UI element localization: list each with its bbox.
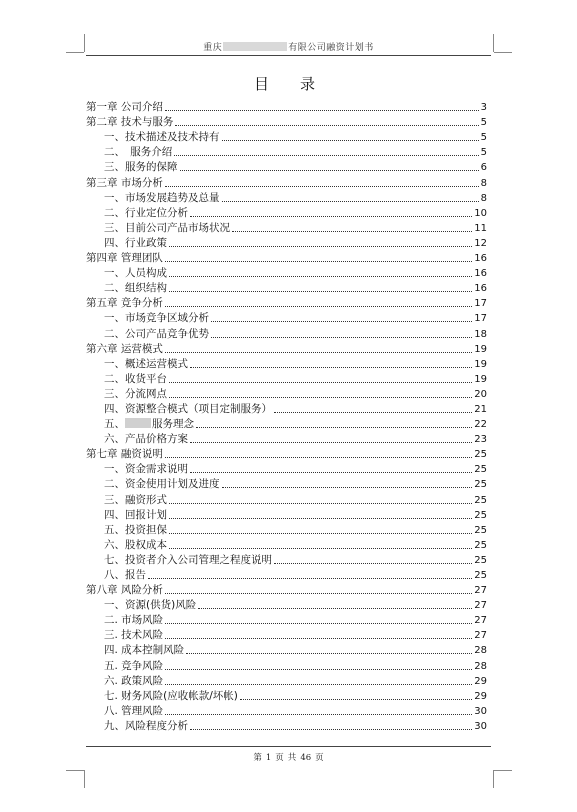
toc-entry-text: 九、风险程度分析	[104, 719, 188, 732]
toc-entry-label	[86, 584, 163, 597]
toc-entry-label	[86, 524, 167, 537]
toc-section-row[interactable]	[86, 159, 487, 174]
toc-section-row[interactable]	[86, 431, 487, 446]
toc-section-row[interactable]	[86, 386, 487, 401]
toc-page-number: 11	[474, 222, 487, 234]
toc-section-row[interactable]	[86, 507, 487, 522]
toc-entry-text: 六. 政策风险	[104, 674, 164, 687]
toc-entry-label	[86, 312, 209, 325]
toc-leader-dots	[165, 668, 472, 670]
toc-entry-label	[86, 554, 272, 567]
toc-entry-text: 二、收货平台	[104, 372, 167, 385]
toc-leader-dots	[198, 607, 472, 609]
toc-entry-label	[86, 358, 188, 371]
page-header	[0, 40, 577, 53]
toc-section-row[interactable]	[86, 190, 487, 205]
toc-leader-dots	[169, 290, 472, 292]
toc-entry-text: 五、	[104, 418, 125, 431]
toc-section-row[interactable]	[86, 597, 487, 612]
toc-page-number: 8	[480, 177, 487, 189]
toc-page-number: 8	[480, 192, 487, 204]
toc-section-row[interactable]	[86, 265, 487, 280]
toc-entry-text: 四、行业政策	[104, 236, 167, 249]
crop-mark-bottom-left-h	[66, 770, 84, 771]
toc-section-row[interactable]	[86, 220, 487, 235]
toc-entry-label	[86, 720, 188, 733]
toc-leader-dots	[190, 366, 472, 368]
toc-leader-dots	[169, 547, 472, 549]
toc-page-number: 12	[474, 237, 487, 249]
footer-rule	[86, 746, 491, 747]
toc-page-number: 28	[474, 645, 487, 657]
toc-entry-label	[86, 644, 184, 657]
toc-entry-text: 第二章 技术与服务	[86, 116, 174, 129]
toc-entry-label	[86, 161, 178, 174]
toc-page-number: 30	[474, 705, 487, 717]
toc-entry-text: 二、 服务介绍	[104, 146, 173, 159]
toc-page-number: 25	[474, 554, 487, 566]
toc-entry-text: 四、回报计划	[104, 508, 167, 521]
toc-chapter-row[interactable]	[86, 174, 487, 189]
toc-entry-label	[86, 207, 188, 220]
toc-page-number: 25	[474, 479, 487, 491]
footer-ye: 页	[275, 753, 284, 763]
toc-entry-text: 八. 管理风险	[104, 704, 164, 717]
footer-ye2: 页	[315, 753, 324, 763]
toc-section-row[interactable]	[86, 657, 487, 672]
toc-section-row[interactable]	[86, 567, 487, 582]
toc-entry-text: 六、产品价格方案	[104, 433, 188, 446]
toc-page-number: 25	[474, 449, 487, 461]
toc-chapter-row[interactable]	[86, 114, 487, 129]
table-of-contents	[86, 99, 487, 733]
toc-page-number: 16	[474, 268, 487, 280]
toc-leader-dots	[222, 200, 479, 202]
toc-page-number: 19	[474, 343, 487, 355]
toc-entry-text: 三. 技术风险	[104, 629, 164, 642]
toc-entry-label	[86, 705, 163, 718]
footer-current-page: 1	[265, 753, 272, 763]
toc-section-row[interactable]	[86, 673, 487, 688]
toc-entry-text: 三、目前公司产品市场状况	[104, 221, 230, 234]
toc-entry-text: 二、行业定位分析	[104, 206, 188, 219]
toc-chapter-row[interactable]	[86, 99, 487, 114]
toc-entry-text: 四. 成本控制风险	[104, 644, 185, 657]
toc-page-number: 29	[474, 675, 487, 687]
toc-entry-text: 第五章 竞争分析	[86, 297, 163, 310]
toc-entry-text: 一、资源(供货)风险	[104, 599, 197, 612]
toc-leader-dots	[174, 154, 478, 156]
toc-entry-text: 六、股权成本	[104, 538, 167, 551]
toc-entry-text: 三、分流网点	[104, 387, 167, 400]
toc-entry-label	[86, 343, 163, 356]
toc-entry-label	[86, 629, 163, 642]
toc-chapter-row[interactable]	[86, 446, 487, 461]
header-suffix: 有限公司融资计划书	[288, 43, 374, 53]
toc-leader-dots	[169, 275, 472, 277]
toc-leader-dots	[165, 592, 472, 594]
toc-entry-text: 二、组织结构	[104, 282, 167, 295]
toc-entry-text: 一、人员构成	[104, 267, 167, 280]
toc-entry-text: 五. 竞争风险	[104, 659, 164, 672]
toc-leader-dots	[190, 728, 472, 730]
toc-page-number: 25	[474, 464, 487, 476]
toc-page-number: 23	[474, 434, 487, 446]
toc-page-number: 17	[474, 298, 487, 310]
toc-entry-text: 二、公司产品竞争优势	[104, 327, 209, 340]
toc-section-row[interactable]	[86, 205, 487, 220]
toc-entry-label	[86, 675, 163, 688]
toc-section-row[interactable]	[86, 537, 487, 552]
toc-page-number: 25	[474, 509, 487, 521]
toc-page-number: 21	[474, 403, 487, 415]
toc-leader-dots	[165, 185, 479, 187]
toc-leader-dots	[148, 577, 472, 579]
toc-entry-label	[86, 614, 163, 627]
toc-entry-label	[86, 388, 167, 401]
toc-section-row[interactable]	[86, 401, 487, 416]
toc-page-number: 29	[474, 690, 487, 702]
toc-page-number: 22	[474, 419, 487, 431]
toc-section-row[interactable]	[86, 612, 487, 627]
toc-section-row[interactable]	[86, 144, 487, 159]
toc-entry-label	[86, 539, 167, 552]
toc-leader-dots	[169, 381, 472, 383]
toc-leader-dots	[165, 351, 472, 353]
toc-entry-text: 第八章 风险分析	[86, 584, 163, 597]
toc-page-number: 19	[474, 358, 487, 370]
toc-entry-label	[86, 328, 209, 341]
toc-page-number: 5	[480, 147, 487, 159]
toc-entry-label	[86, 660, 163, 673]
toc-entry-label	[86, 177, 163, 190]
toc-page-number: 28	[474, 660, 487, 672]
toc-entry-text: 三、服务的保障	[104, 161, 178, 174]
toc-page-number: 5	[480, 117, 487, 129]
toc-section-row[interactable]	[86, 552, 487, 567]
toc-entry-label	[86, 494, 167, 507]
toc-leader-dots	[175, 124, 478, 126]
toc-section-row[interactable]	[86, 235, 487, 250]
toc-entry-text-suffix: 服务理念	[152, 418, 194, 431]
toc-entry-label	[86, 478, 220, 491]
toc-leader-dots	[190, 215, 472, 217]
toc-leader-dots	[180, 169, 479, 171]
toc-chapter-row[interactable]	[86, 295, 487, 310]
toc-entry-label	[86, 237, 167, 250]
header-prefix: 重庆	[203, 43, 223, 53]
toc-chapter-row[interactable]	[86, 250, 487, 265]
toc-section-row[interactable]	[86, 476, 487, 491]
toc-page-number: 6	[480, 162, 487, 174]
toc-entry-text: 第七章 融资说明	[86, 448, 163, 461]
toc-page-number: 30	[474, 720, 487, 732]
toc-entry-text: 三、融资形式	[104, 493, 167, 506]
toc-entry-label	[86, 599, 196, 612]
toc-entry-label	[86, 569, 146, 582]
toc-section-row[interactable]	[86, 703, 487, 718]
crop-mark-bottom-left-v	[84, 770, 85, 788]
toc-leader-dots	[165, 683, 472, 685]
toc-leader-dots	[186, 652, 472, 654]
toc-entry-label	[86, 297, 163, 310]
toc-entry-label	[86, 116, 173, 129]
toc-entry-label	[86, 192, 220, 205]
header-rule	[86, 55, 491, 56]
toc-leader-dots	[274, 562, 472, 564]
toc-entry-text: 第四章 管理团队	[86, 252, 163, 265]
toc-entry-text: 七. 财务风险(应收帐款/坏帐)	[104, 689, 238, 702]
toc-entry-text: 五、投资担保	[104, 523, 167, 536]
toc-page-number: 25	[474, 494, 487, 506]
toc-chapter-row[interactable]	[86, 341, 487, 356]
toc-page-number: 25	[474, 524, 487, 536]
toc-leader-dots	[165, 713, 472, 715]
toc-leader-dots	[222, 139, 479, 141]
toc-section-row[interactable]	[86, 642, 487, 657]
toc-entry-label	[86, 267, 167, 280]
toc-leader-dots	[232, 230, 472, 232]
toc-section-row[interactable]	[86, 627, 487, 642]
toc-page-number: 20	[474, 388, 487, 400]
page-footer	[0, 751, 577, 763]
toc-page-number: 27	[474, 600, 487, 612]
toc-entry-text: 第六章 运营模式	[86, 342, 163, 355]
toc-entry-text: 一、市场竞争区域分析	[104, 312, 209, 325]
toc-entry-label	[86, 222, 230, 235]
toc-entry-label	[86, 463, 188, 476]
toc-page-number: 27	[474, 585, 487, 597]
toc-entry-label	[86, 690, 238, 703]
toc-page-number: 5	[480, 132, 487, 144]
toc-entry-text: 一、市场发展趋势及总量	[104, 191, 220, 204]
toc-leader-dots	[190, 441, 472, 443]
toc-section-row[interactable]	[86, 310, 487, 325]
toc-leader-dots	[222, 486, 473, 488]
toc-leader-dots	[165, 260, 472, 262]
toc-entry-text: 一、技术描述及技术持有	[104, 131, 220, 144]
toc-leader-dots	[165, 637, 472, 639]
toc-leader-dots	[165, 109, 479, 111]
toc-entry-text: 四、资源整合模式（项目定制服务）	[104, 402, 272, 415]
toc-leader-dots	[169, 396, 472, 398]
footer-di: 第	[253, 753, 262, 763]
toc-section-row[interactable]	[86, 688, 487, 703]
toc-leader-dots	[165, 305, 472, 307]
toc-entry-label	[86, 509, 167, 522]
toc-entry-text: 二、资金使用计划及进度	[104, 478, 220, 491]
toc-entry-text: 一、概述运营模式	[104, 357, 188, 370]
toc-page-number: 10	[474, 207, 487, 219]
toc-page-number: 27	[474, 615, 487, 627]
footer-total-pages: 46	[300, 753, 312, 763]
toc-section-row[interactable]	[86, 522, 487, 537]
toc-entry-label	[86, 373, 167, 386]
toc-entry-label	[86, 252, 163, 265]
toc-leader-dots	[211, 336, 472, 338]
toc-leader-dots	[211, 320, 472, 322]
toc-leader-dots	[196, 426, 472, 428]
toc-entry-redaction	[125, 418, 151, 428]
toc-leader-dots	[165, 622, 472, 624]
crop-mark-bottom-right-v	[493, 770, 494, 788]
toc-entry-label	[86, 131, 220, 144]
toc-leader-dots	[165, 456, 472, 458]
toc-entry-text: 一、资金需求说明	[104, 463, 188, 476]
toc-entry-label	[86, 403, 272, 416]
toc-leader-dots	[190, 471, 472, 473]
toc-entry-text: 七、投资者介入公司管理之程度说明	[104, 553, 272, 566]
toc-chapter-row[interactable]	[86, 582, 487, 597]
toc-section-row[interactable]	[86, 356, 487, 371]
toc-section-row[interactable]	[86, 371, 487, 386]
toc-leader-dots	[274, 411, 472, 413]
toc-entry-text: 八、报告	[104, 569, 146, 581]
header-redaction	[223, 42, 287, 51]
toc-entry-text: 二. 市场风险	[104, 614, 164, 627]
toc-leader-dots	[169, 502, 472, 504]
toc-leader-dots	[169, 532, 472, 534]
toc-entry-text: 第三章 市场分析	[86, 176, 163, 189]
toc-leader-dots	[169, 245, 472, 247]
toc-leader-dots	[169, 517, 472, 519]
toc-page-number: 19	[474, 373, 487, 385]
toc-entry-label	[86, 418, 194, 431]
toc-entry-label	[86, 282, 167, 295]
toc-section-row[interactable]	[86, 280, 487, 295]
toc-section-row[interactable]	[86, 461, 487, 476]
toc-entry-label	[86, 448, 163, 461]
toc-page-number: 27	[474, 630, 487, 642]
toc-section-row[interactable]	[86, 416, 487, 431]
toc-section-row[interactable]	[86, 325, 487, 340]
toc-page-number: 3	[480, 102, 487, 114]
toc-title: 目 录	[253, 75, 323, 93]
toc-page-number: 17	[474, 313, 487, 325]
toc-section-row[interactable]	[86, 718, 487, 733]
toc-leader-dots	[240, 698, 472, 700]
toc-page-number: 25	[474, 570, 487, 581]
toc-section-row[interactable]	[86, 491, 487, 506]
toc-page-number: 16	[474, 253, 487, 265]
toc-page-number: 16	[474, 283, 487, 295]
toc-entry-label	[86, 433, 188, 446]
toc-entry-label	[86, 146, 172, 159]
crop-mark-bottom-right-h	[494, 770, 512, 771]
footer-gong: 共	[287, 753, 297, 763]
toc-entry-text: 第一章 公司介绍	[86, 101, 163, 114]
toc-section-row[interactable]	[86, 129, 487, 144]
toc-page-number: 18	[474, 328, 487, 340]
toc-page-number: 25	[474, 539, 487, 551]
toc-entry-label	[86, 101, 163, 114]
